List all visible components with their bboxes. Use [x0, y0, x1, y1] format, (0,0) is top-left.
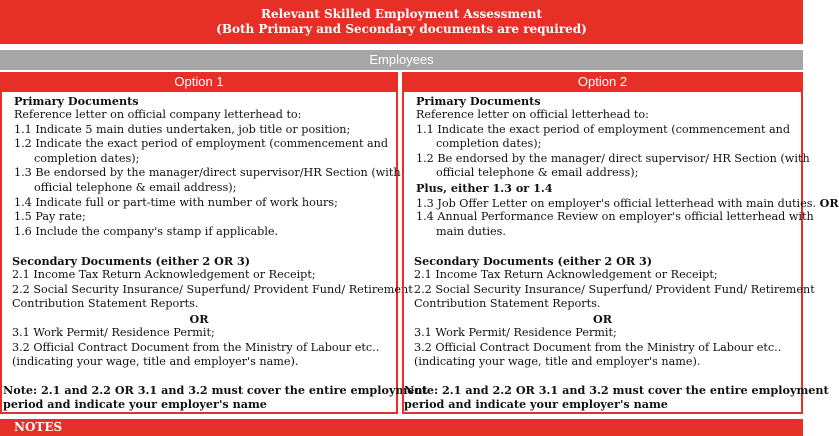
primary-item: official telephone & email address); — [34, 181, 237, 194]
secondary-item: (indicating your wage, title and employer's name). — [12, 355, 299, 368]
secondary-item: 3.1 Work Permit/ Residence Permit; — [12, 326, 215, 339]
primary-item: 1.6 Include the company's stamp if applicable. — [14, 225, 279, 238]
assessment-title-bar — [0, 0, 803, 44]
or-separator: OR — [592, 312, 613, 326]
or-separator: OR — [189, 312, 209, 326]
primary-item: 1.3 Be endorsed by the manager/direct supervisor/HR Section (with — [14, 166, 401, 179]
secondary-item: (indicating your wage, title and employer's name). — [414, 355, 701, 368]
assessment-title: Relevant Skilled Employment Assessment — [261, 7, 542, 21]
secondary-item: 2.2 Social Security Insurance/ Superfund/ Provident Fund/ Retirement — [414, 283, 815, 296]
plus-item-text: 1.3 Job Offer Letter on employer's official letterhead with main duties. — [416, 197, 817, 210]
secondary-item: Contribution Statement Reports. — [12, 297, 199, 310]
plus-item: 1.4 Annual Performance Review on employer's official letterhead with — [416, 210, 814, 223]
primary-item: official telephone & email address); — [436, 166, 639, 179]
primary-item: 1.5 Pay rate; — [14, 210, 86, 223]
primary-documents-title: Primary Documents — [416, 94, 541, 108]
primary-item: completion dates); — [436, 137, 542, 150]
primary-item: 1.4 Indicate full or part-time with number of work hours; — [14, 196, 338, 209]
plus-either-label: Plus, either 1.3 or 1.4 — [416, 181, 553, 195]
option-2-column — [402, 92, 839, 414]
plus-item: main duties. — [436, 225, 506, 238]
primary-item: completion dates); — [34, 152, 140, 165]
coverage-note: period and indicate your employer's name — [404, 397, 668, 411]
secondary-documents-title: Secondary Documents (either 2 OR 3) — [12, 254, 251, 268]
or-inline: OR — [819, 196, 839, 210]
primary-item: 1.2 Indicate the exact period of employment (commencement and — [14, 137, 389, 150]
assessment-subtitle: (Both Primary and Secondary documents are required) — [216, 22, 587, 36]
secondary-item: 3.2 Official Contract Document from the Ministry of Labour etc.. — [12, 341, 380, 354]
coverage-note: Note: 2.1 and 2.2 OR 3.1 and 3.2 must cover the entire employment — [3, 383, 428, 397]
option-1-header: Option 1 — [0, 72, 398, 92]
secondary-item: Contribution Statement Reports. — [414, 297, 601, 310]
primary-item: 1.1 Indicate the exact period of employment (commencement and — [416, 123, 791, 136]
primary-item: 1.1 Indicate 5 main duties undertaken, job title or position; — [14, 123, 351, 136]
secondary-item: 3.2 Official Contract Document from the Ministry of Labour etc.. — [414, 341, 782, 354]
option-2-header: Option 2 — [402, 72, 803, 92]
primary-intro: Reference letter on official letterhead to: — [416, 108, 649, 121]
primary-item: 1.2 Be endorsed by the manager/ direct supervisor/ HR Section (with — [416, 152, 810, 165]
employees-section-header: Employees — [0, 50, 803, 70]
primary-documents-title: Primary Documents — [14, 94, 139, 108]
secondary-item: 3.1 Work Permit/ Residence Permit; — [414, 326, 617, 339]
coverage-note: Note: 2.1 and 2.2 OR 3.1 and 3.2 must cover the entire employment — [404, 383, 829, 397]
notes-header: NOTES — [0, 419, 803, 436]
option-1-column — [0, 92, 428, 414]
primary-intro: Reference letter on official company letterhead to: — [14, 108, 302, 121]
secondary-item: 2.1 Income Tax Return Acknowledgement or Receipt; — [414, 268, 718, 281]
secondary-documents-title: Secondary Documents (either 2 OR 3) — [414, 254, 653, 268]
secondary-item: 2.1 Income Tax Return Acknowledgement or Receipt; — [12, 268, 316, 281]
coverage-note: period and indicate your employer's name — [3, 397, 267, 411]
secondary-item: 2.2 Social Security Insurance/ Superfund/ Provident Fund/ Retirement — [12, 283, 413, 296]
